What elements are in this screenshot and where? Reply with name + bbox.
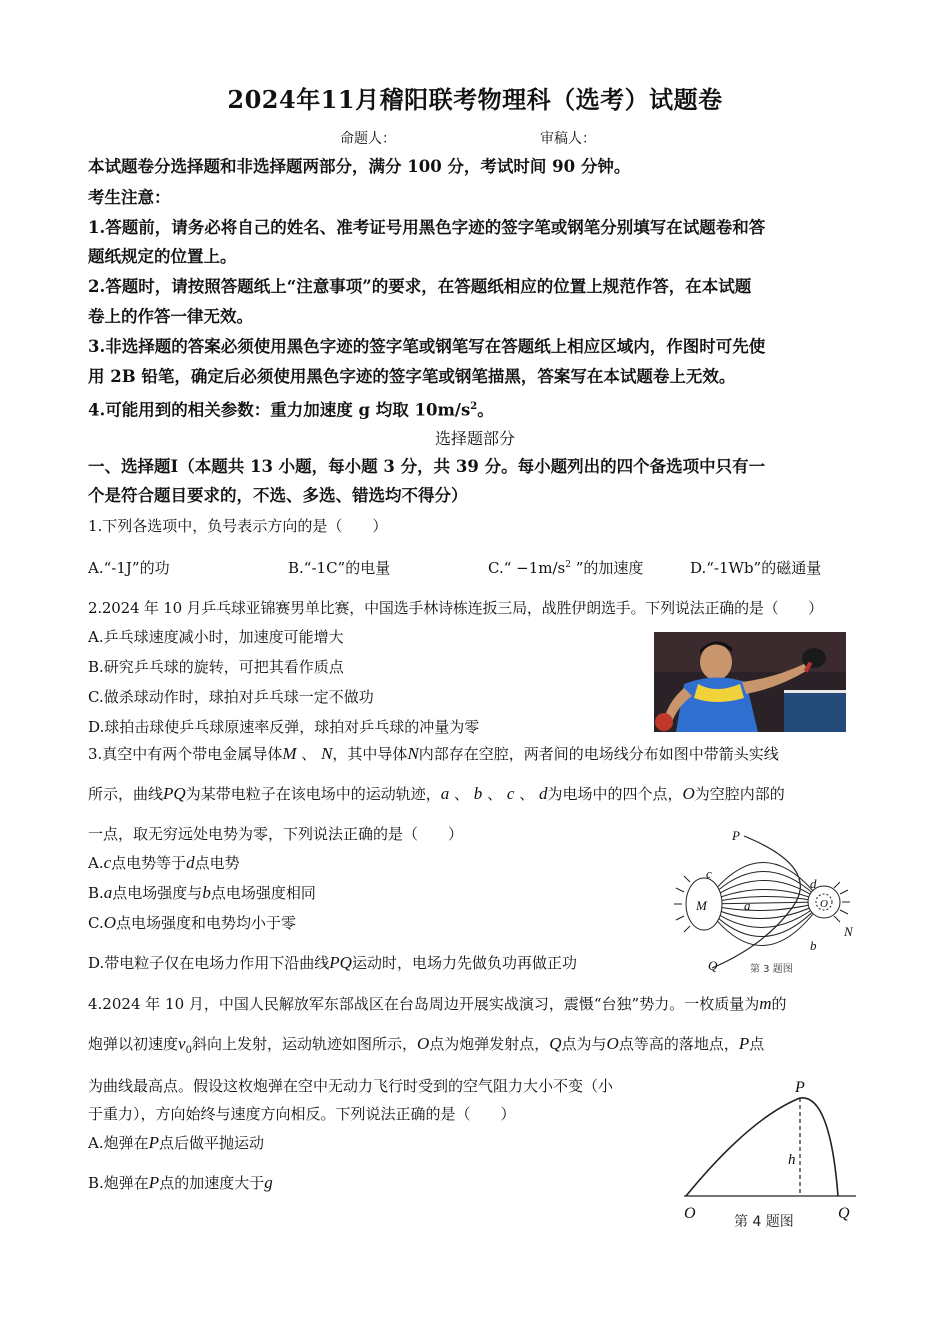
var-P: P: [738, 1034, 750, 1053]
q4-text: 点为与: [561, 1035, 607, 1053]
q2-option-c: C.做杀球动作时，球拍对乒乓球一定不做功: [88, 688, 374, 706]
q4-option-a-end: 点后做平抛运动: [159, 1134, 265, 1152]
q1-option-b: B.“-1C”的电量: [288, 559, 391, 577]
notice-2-line-2: 卷上的作答一律无效。: [88, 307, 253, 326]
q3-text: 所示，曲线: [88, 785, 164, 803]
fig3-label-O: O: [820, 898, 828, 910]
q1-option-d: D.“-1Wb”的磁通量: [690, 559, 822, 577]
fig3-label-c: c: [706, 866, 712, 881]
fig3-label-N: N: [844, 924, 853, 939]
q4-option-b-mid: 点的加速度大于: [159, 1174, 265, 1192]
q3-text: 为某带电粒子在该电场中的运动轨迹，: [185, 785, 441, 803]
fig4-label-O: O: [684, 1205, 696, 1222]
q4-text: 炮弹以初速度: [88, 1035, 179, 1053]
part1-heading-line-2: 个是符合题目要求的，不选、多选、错选均不得分）: [88, 486, 468, 505]
fig3-label-a: a: [744, 898, 751, 913]
var-d: d: [186, 853, 195, 872]
notice-title: 考生注意：: [88, 188, 171, 207]
var-a: a: [103, 883, 113, 902]
q3-text: 内部存在空腔，两者间的电场线分布如图中带箭头实线: [418, 745, 779, 763]
q3-option-c: [88, 912, 296, 933]
q4-line-1: [88, 992, 868, 1016]
notice-1-line-2: 题纸规定的位置上。: [88, 247, 237, 266]
q4-option-a: [88, 1132, 264, 1153]
var-b: b: [202, 883, 211, 902]
q3-option-d: [88, 952, 577, 973]
var-P: P: [148, 1173, 160, 1192]
q3-line-1: [88, 742, 868, 766]
q1-option-c: [488, 557, 643, 578]
var-b: b: [473, 784, 483, 803]
notice-2-line-1: 2.答题时，请按照答题纸上“注意事项”的要求，在答题纸相应的位置上规范作答，在本试题: [88, 277, 752, 296]
var-O: O: [103, 913, 116, 932]
var-M: M: [282, 744, 297, 763]
q3-separator: 、: [519, 785, 535, 803]
author-label: 命题人：: [340, 131, 396, 147]
var-O: O: [606, 1034, 619, 1053]
section-title: 选择题部分: [434, 429, 515, 448]
q3-option-b-text: 点电场强度与: [112, 884, 203, 902]
var-v-sub: 0: [185, 1045, 192, 1056]
q2-option-d: D.球拍击球使乒乓球原速率反弹，球拍对乒乓球的冲量为零: [88, 718, 480, 736]
q1-option-a: A.“-1J”的功: [88, 559, 170, 577]
q2-stem: 2.2024 年 10 月乒乓球亚锦赛男单比赛，中国选手林诗栋连扳三局，战胜伊朗选手。下列说法正确的是（ ）: [88, 599, 823, 617]
q3-option-b-end: 点电场强度相同: [210, 884, 316, 902]
fig4-caption: 第 4 题图: [734, 1214, 794, 1230]
notice-4-text: 4.可能用到的相关参数：重力加速度 g 均取 10m/s: [88, 400, 471, 420]
fig3-label-M: M: [696, 898, 707, 913]
notice-3-line-1: 3.非选择题的答案必须使用黑色字迹的签字笔或钢笔写在答题纸上相应区域内，作图时可先使: [88, 337, 766, 356]
q4-option-b: [88, 1172, 273, 1193]
reviewer-label: 审稿人：: [540, 131, 596, 147]
var-N: N: [321, 744, 333, 763]
notice-4: [88, 395, 868, 423]
q1-option-c-sup: 2: [565, 560, 571, 570]
fig3-label-d: d: [810, 876, 817, 891]
exam-summary: 本试题卷分选择题和非选择题两部分，满分 100 分，考试时间 90 分钟。: [88, 157, 631, 176]
table-tennis-photo-image: [654, 632, 846, 732]
q3-option-b-label: B.: [88, 884, 104, 902]
var-O: O: [416, 1034, 430, 1053]
q4-line-4: 于重力），方向始终与速度方向相反。下列说法正确的是（ ）: [88, 1105, 516, 1123]
q4-line-3: 为曲线最高点。假设这枚炮弹在空中无动力飞行时受到的空气阻力大小不变（小: [88, 1077, 614, 1095]
q3-option-b: [88, 882, 316, 903]
q3-option-a-end: 点电势: [194, 854, 240, 872]
q4-option-a-text: A.炮弹在: [88, 1134, 149, 1152]
q3-text: 为电场中的四个点，: [547, 785, 683, 803]
table-tennis-photo: [654, 632, 846, 732]
var-O: O: [682, 784, 695, 803]
var-c: c: [103, 853, 112, 872]
q3-text: 为空腔内部的: [694, 785, 785, 803]
q4-trajectory-figure: [680, 1078, 860, 1238]
fig4-label-P: P: [795, 1079, 805, 1096]
fig4-label-h: h: [788, 1152, 796, 1168]
q3-option-a: [88, 852, 240, 873]
fig3-label-P-letter: P: [732, 828, 740, 843]
q1-stem: 1.下列各选项中，负号表示方向的是（ ）: [88, 517, 388, 535]
var-N: N: [407, 744, 419, 763]
q3-separator: 、: [487, 785, 503, 803]
part1-heading-line-1: 一、选择题Ⅰ（本题共 13 小题，每小题 3 分，共 39 分。每小题列出的四个备选项中只有一: [88, 457, 766, 476]
q3-option-a-text: 点电势等于: [111, 854, 187, 872]
notice-3-line-2: 用 2B 铅笔，确定后必须使用黑色字迹的签字笔或钢笔描黑，答案写在本试题卷上无效。: [88, 367, 736, 386]
q3-option-d-end: 运动时，电场力先做负功再做正功: [351, 954, 577, 972]
q3-line-2: [88, 782, 868, 806]
var-d: d: [538, 784, 548, 803]
var-g: g: [264, 1173, 273, 1192]
notice-4-sup: 2: [470, 401, 478, 412]
q4-text: 点: [749, 1035, 765, 1053]
q3-option-a-label: A.: [88, 854, 104, 872]
q3-option-d-text: D.带电粒子仅在电场力作用下沿曲线: [88, 954, 330, 972]
notice-4-end: 。: [477, 400, 494, 420]
q3-separator: 、: [453, 785, 469, 803]
q4-option-b-text: B.炮弹在: [88, 1174, 149, 1192]
field-lines-diagram: [672, 828, 862, 976]
q3-option-c-label: C.: [88, 914, 104, 932]
notice-1-line-1: 1.答题前，请务必将自己的姓名、准考证号用黑色字迹的签字笔或钢笔分别填写在试题卷和答: [88, 218, 766, 237]
q2-option-b: B.研究乒乓球的旋转，可把其看作质点: [88, 658, 344, 676]
q3-separator: 、: [301, 745, 317, 763]
q3-text: 3.真空中有两个带电金属导体: [88, 745, 283, 763]
fig4-label-Q: Q: [838, 1205, 850, 1222]
var-m: m: [759, 994, 772, 1013]
q4-line-2: [88, 1032, 868, 1063]
q3-option-c-text: 点电场强度和电势均小于零: [116, 914, 297, 932]
q4-text: 的: [771, 995, 787, 1013]
var-Q: Q: [549, 1034, 562, 1053]
fig3-caption: 第 3 题图: [750, 964, 793, 975]
exam-title: 2024年11月稽阳联考物理科（选考）试题卷: [227, 85, 723, 114]
var-v: v: [178, 1034, 186, 1053]
q3-field-figure: [672, 828, 862, 980]
var-c: c: [506, 784, 515, 803]
fig3-label-b: b: [810, 938, 817, 953]
q4-text: 点为炮弹发射点，: [429, 1035, 550, 1053]
q4-text: 4.2024 年 10 月，中国人民解放军东部战区在台岛周边开展实战演习，震慑“台独”势力。一枚质量为: [88, 995, 760, 1013]
q4-text: 斜向上发射，运动轨迹如图所示，: [191, 1035, 417, 1053]
var-PQ: PQ: [163, 784, 186, 803]
var-a: a: [440, 784, 450, 803]
var-PQ: PQ: [329, 953, 352, 972]
q4-text: 点等高的落地点，: [618, 1035, 739, 1053]
q1-option-c-end: ”的加速度: [570, 559, 644, 577]
q3-line-3: 一点，取无穷远处电势为零，下列说法正确的是（ ）: [88, 825, 464, 843]
trajectory-diagram: [680, 1078, 860, 1234]
fig3-label-Q-letter: Q: [708, 958, 718, 973]
var-P: P: [148, 1133, 159, 1152]
q2-option-a: A.乒乓球速度减小时，加速度可能增大: [88, 628, 344, 646]
q3-text: ，其中导体: [332, 745, 408, 763]
q1-option-c-text: C.“ −1m/s: [488, 559, 566, 577]
